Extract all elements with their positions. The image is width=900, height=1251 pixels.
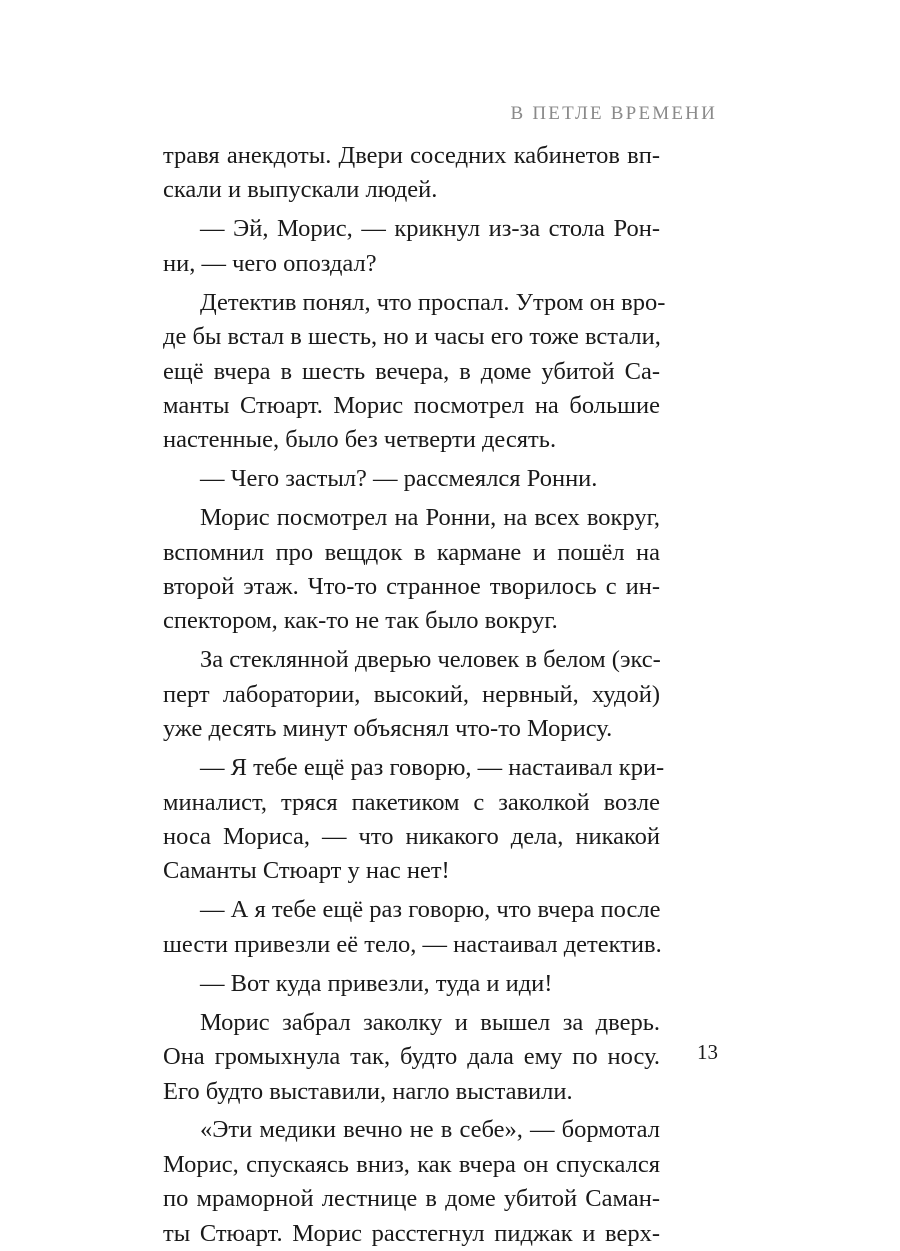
text-line: манты Стюарт. Морис посмотрел на большие bbox=[163, 391, 660, 419]
text-line: уже десять минут объяснял что-то Морису. bbox=[163, 715, 613, 743]
text-line: травя анекдоты. Двери соседних кабинетов вп- bbox=[163, 142, 660, 169]
text-line: — Чего застыл? — рассмеялся Ронни. bbox=[200, 465, 598, 493]
page-number: 13 bbox=[697, 1040, 718, 1064]
text-line: Она громыхнула так, будто дала ему по носу. bbox=[163, 1043, 660, 1071]
text-line: ни, — чего опоздал? bbox=[163, 249, 377, 277]
text-line: — Я тебе ещё раз говорю, — настаивал кри- bbox=[200, 754, 665, 782]
text-line: второй этаж. Что-то странное творилось с ин- bbox=[163, 573, 660, 601]
text-line: перт лаборатории, высокий, нервный, худой) bbox=[163, 680, 660, 708]
text-line: вспомнил про вещдок в кармане и пошёл на bbox=[163, 538, 660, 566]
text-line: ещё вчера в шесть вечера, в доме убитой Са- bbox=[163, 357, 660, 385]
text-line: Саманты Стюарт у нас нет! bbox=[163, 857, 450, 885]
text-line: миналист, тряся пакетиком с заколкой возле bbox=[163, 788, 660, 816]
text-line: Его будто выставили, нагло выставили. bbox=[163, 1077, 573, 1105]
running-head: В ПЕТЛЕ ВРЕМЕНИ bbox=[510, 103, 717, 124]
text-line: Морис забрал заколку и вышел за дверь. bbox=[200, 1008, 660, 1036]
text-line: Морис посмотрел на Ронни, на всех вокруг, bbox=[200, 504, 660, 532]
text-line: Морис, спускаясь вниз, как вчера он спускался bbox=[163, 1150, 660, 1178]
text-line: За стеклянной дверью человек в белом (экс- bbox=[200, 646, 661, 674]
text-line: де бы встал в шесть, но и часы его тоже встали, bbox=[163, 323, 661, 351]
text-line: «Эти медики вечно не в себе», — бормотал bbox=[200, 1116, 660, 1144]
text-line: — А я тебе ещё раз говорю, что вчера после bbox=[200, 896, 661, 924]
text-line: ты Стюарт. Морис расстегнул пиджак и верх- bbox=[163, 1219, 660, 1247]
text-line: — Эй, Морис, — крикнул из-за стола Рон- bbox=[200, 215, 660, 243]
text-line: носа Мориса, — что никакого дела, никакой bbox=[163, 822, 660, 850]
text-line: настенные, было без четверти десять. bbox=[163, 426, 557, 454]
body-text bbox=[163, 139, 666, 1251]
text-line: по мраморной лестнице в доме убитой Саман- bbox=[163, 1185, 660, 1213]
text-line: Детектив понял, что проспал. Утром он вро- bbox=[200, 288, 666, 316]
text-line: спектором, как-то не так было вокруг. bbox=[163, 607, 558, 635]
text-line: скали и выпускали людей. bbox=[163, 176, 438, 204]
text-line: — Вот куда привезли, туда и иди! bbox=[200, 969, 553, 997]
text-line: шести привезли её тело, — настаивал детектив. bbox=[163, 930, 662, 958]
